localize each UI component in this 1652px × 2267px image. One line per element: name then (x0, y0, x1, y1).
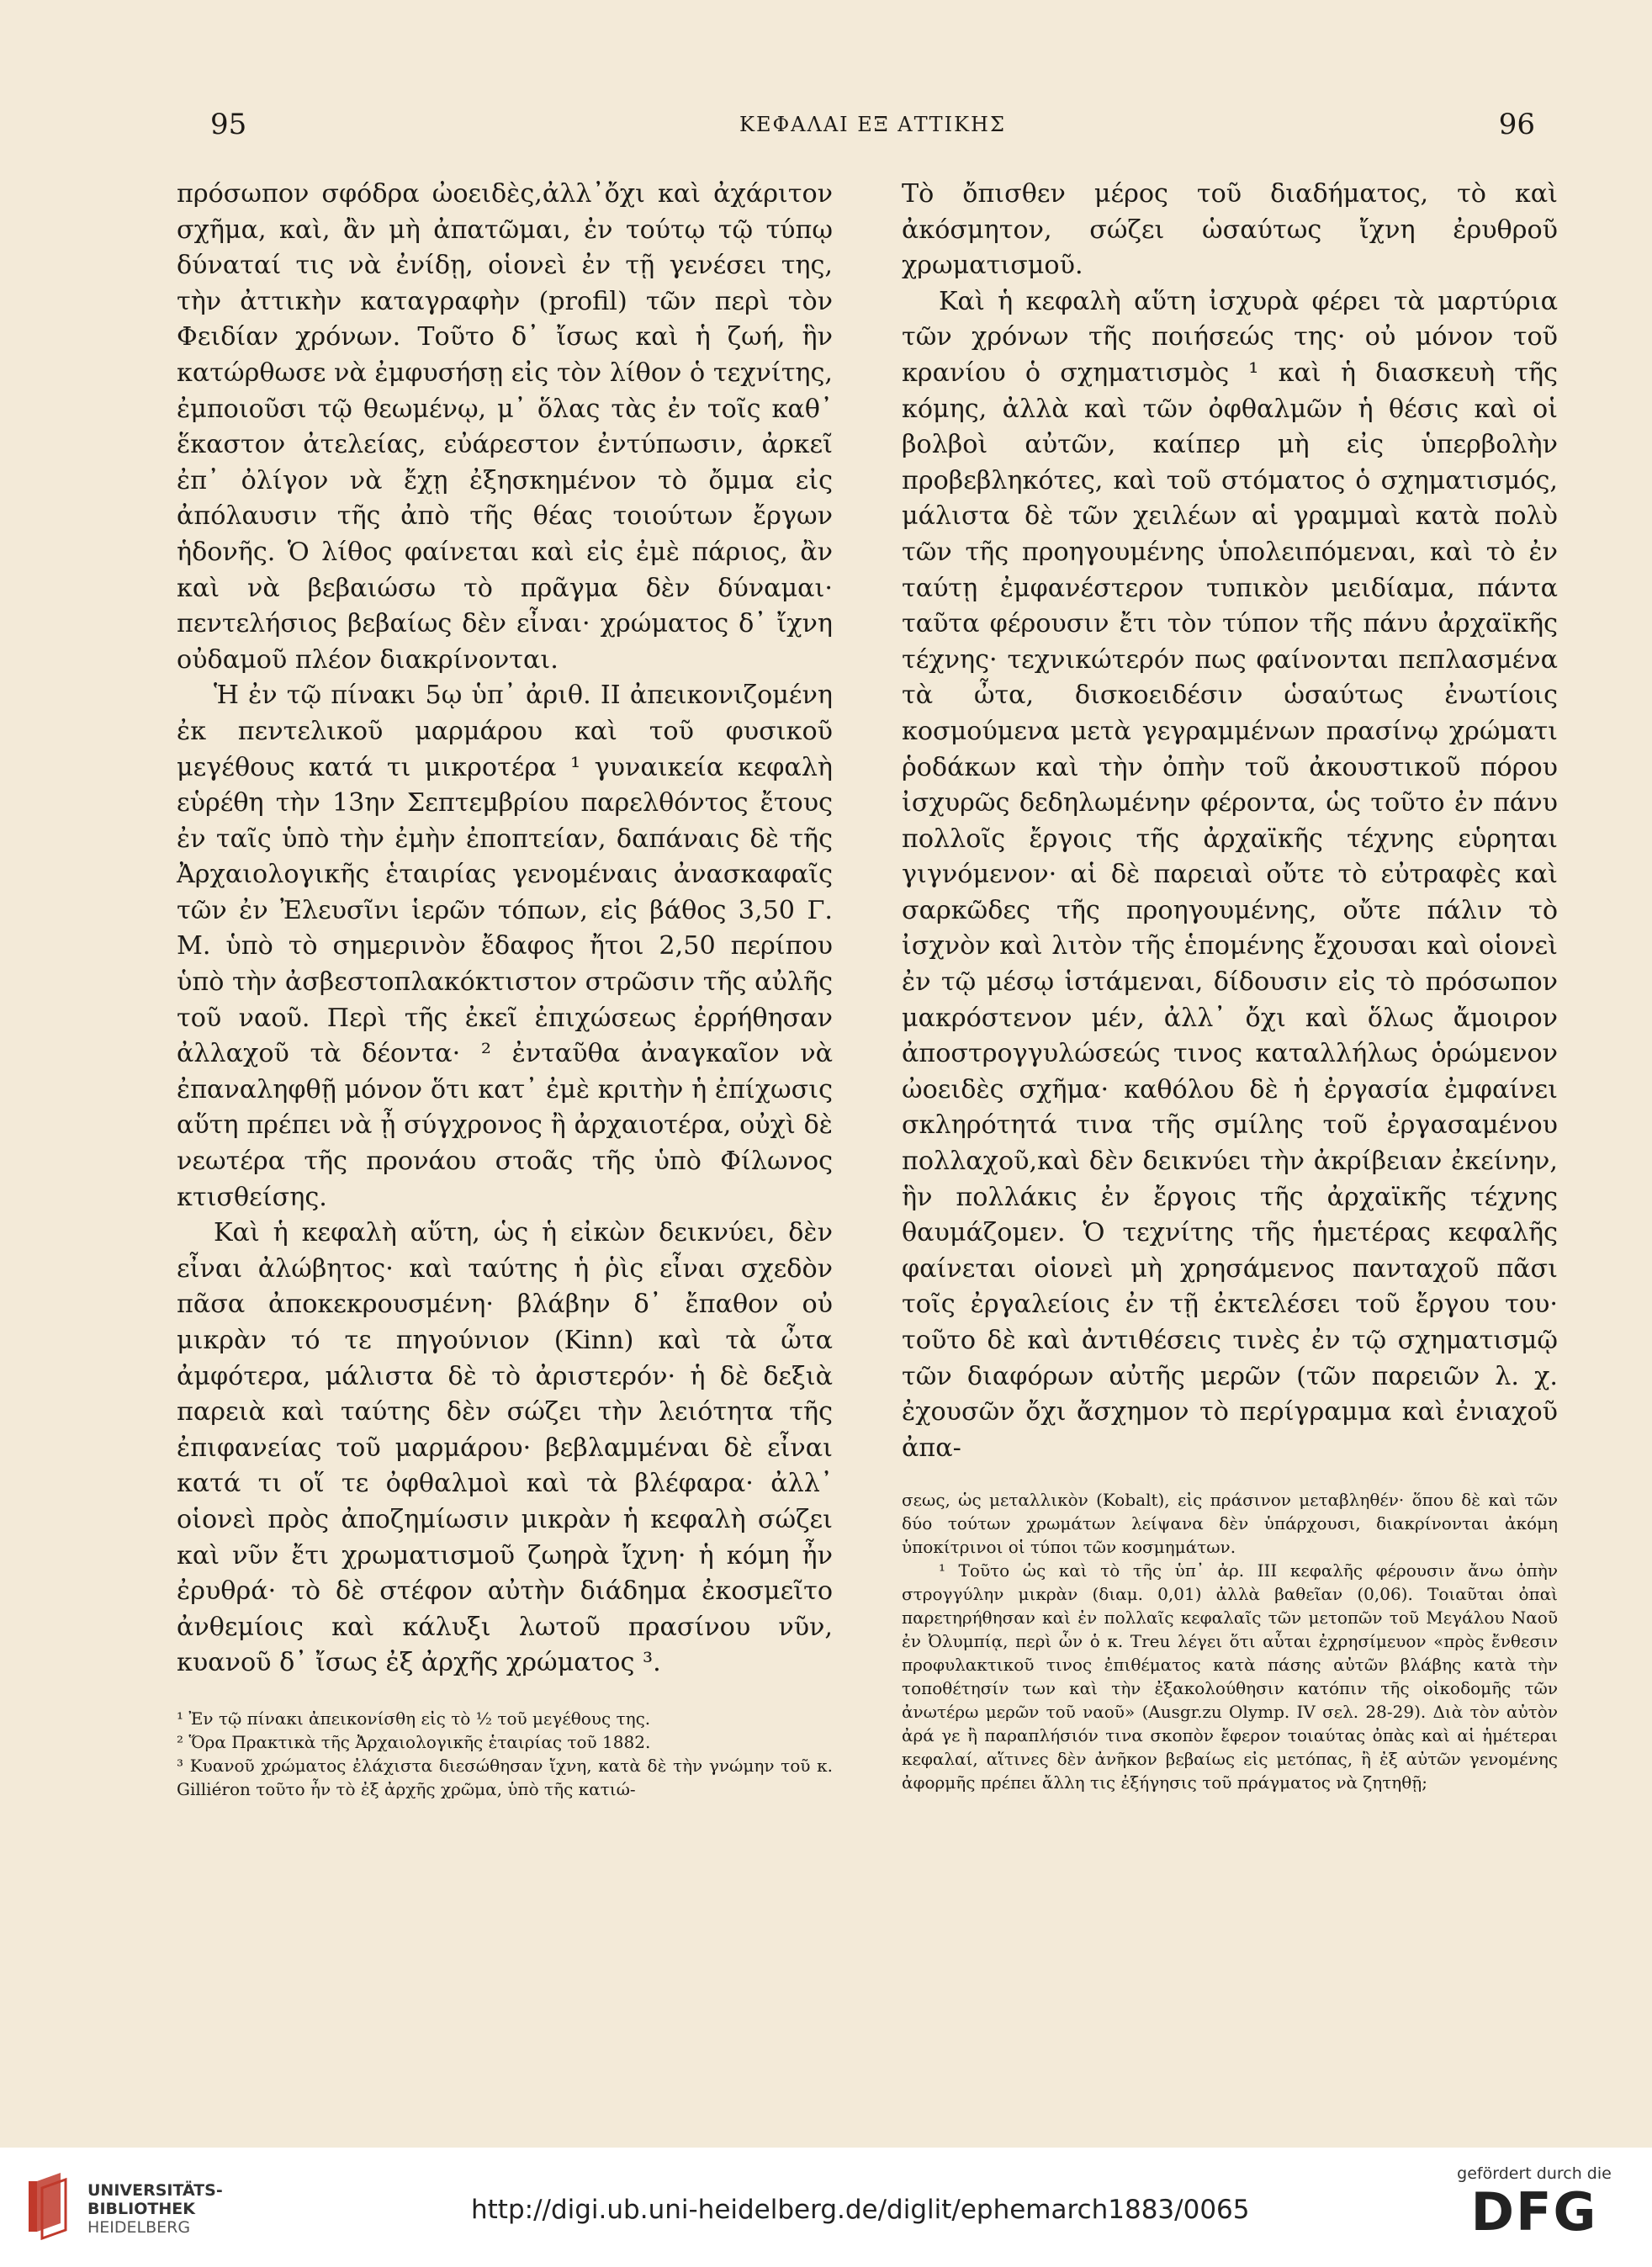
sponsor-block (1442, 2164, 1627, 2242)
permalink-url[interactable]: http://digi.ub.uni-heidelberg.de/diglit/ephemarch1883/0065 (471, 2195, 1250, 2225)
page-number-left: 95 (210, 108, 247, 141)
footnote: ³ Κυανοῦ χρώματος ἐλάχιστα διεσώθησαν ἴχνη, κατὰ δὲ τὴν γνώμην τοῦ κ. Gilliéron τοῦτο ἦν τὸ ἐξ ἀρχῆς χρῶμα, ὑπὸ τῆς κατιώ- (177, 1755, 833, 1799)
left-footnotes (177, 1703, 833, 1801)
page-number-right: 96 (1498, 108, 1535, 141)
left-paragraph: πρόσωπον σφόδρα ὠοειδὲς,ἀλλ᾽ὄχι καὶ ἀχάριτον σχῆμα, καὶ, ἂν μὴ ἀπατῶμαι, ἐν τούτῳ τῷ τύπῳ δύναταί τις νὰ ἐνίδῃ, οἱονεὶ ἐν τῇ γενέσει της, τὴν ἀττικὴν καταγραφὴν (profil) τῶν περὶ τὸν Φειδίαν χρόνων. Τοῦτο δ᾽ ἴσως καὶ ἡ ζωή, ἣν κατώρθωσε νὰ ἐμφυσήσῃ εἰς τὸν λίθον ὁ τεχνίτης, ἐμποιοῦσι τῷ θεωμένῳ, μ᾽ ὅλας τὰς ἐν τοῖς καθ᾽ ἕκαστον ἀτελείας, εὐάρεστον ἐντύπωσιν, ἀρκεῖ ἐπ᾽ ὀλίγον νὰ ἔχῃ ἐξησκημένον τὸ ὄμμα εἰς ἀπόλαυσιν τῆς ἀπὸ τῆς θέας τοιούτων ἔργων ἡδονῆς. Ὁ λίθος φαίνεται καὶ εἰς ἐμὲ πάριος, ἂν καὶ νὰ βεβαιώσω τὸ πρᾶγμα δὲν δύναμαι· πεντελήσιος βεβαίως δὲν εἶναι· χρώματος δ᾽ ἴχνη οὐδαμοῦ πλέον διακρίνονται. (177, 179, 833, 675)
library-name (87, 2181, 223, 2237)
viewer-footer (0, 2148, 1652, 2267)
dfg-logo: DFG (1470, 2181, 1598, 2243)
library-name-line: UNIVERSITÄTS- (87, 2181, 223, 2200)
footnote: ¹ Τοῦτο ὡς καὶ τὸ τῆς ὑπ᾽ ἀρ. III κεφαλῆς φέρουσιν ἄνω ὀπὴν στρογγύλην μικρὰν (διαμ. 0,01) ἀλλὰ βαθεῖαν (0,06). Τοιαῦται ὀπαὶ παρετηρήθησαν καὶ ἐν πολλαῖς κεφαλαῖς τῶν μετοπῶν τοῦ Μεγάλου Ναοῦ ἐν Ὀλυμπίᾳ, περὶ ὧν ὁ κ. Treu λέγει ὅτι αὗται ἐχρησίμευον «πρὸς ἔνθεσιν προφυλακτικοῦ τινος ἐπιθέματος κατὰ πάσης αὐτῶν βλάβης κατὰ τὴν τοποθέτησίν των καὶ τὴν ἐξακολούθησιν κατόπιν τῆς οἰκοδομῆς τῶν ἀνωτέρω μερῶν τοῦ ναοῦ» (Ausgr.zu Olymp. IV σελ. 28-29). Διὰ τὸν αὐτὸν ἀρά γε ἢ παραπλήσιόν τινα σκοπὸν ἔφερον τοιαύτας ὀπὰς καὶ αἱ ἡμέτεραι κεφαλαί, αἵτινες δὲν ἀνῆκον βεβαίως εἰς μετόπας, ἢ ἐξ αὐτῶν γενομένης ἀφορμῆς πρέπει ἄλλη τις ἐξήγησις τοῦ πράγματος νὰ ζητηθῇ; (902, 1560, 1558, 1793)
library-logo-icon (25, 2173, 72, 2240)
library-name-line: BIBLIOTHEK (87, 2200, 195, 2218)
page-header (210, 108, 1535, 150)
footnote: ¹ Ἐν τῷ πίνακι ἀπεικονίσθη εἰς τὸ ½ τοῦ μεγέθους της. (177, 1708, 651, 1729)
footnote: ² Ὅρα Πρακτικὰ τῆς Ἀρχαιολογικῆς ἑταιρίας τοῦ 1882. (177, 1731, 651, 1752)
left-paragraph: Ἡ ἐν τῷ πίνακι 5ῳ ὑπ᾽ ἀριθ. II ἀπεικονιζομένη ἐκ πεντελικοῦ μαρμάρου καὶ τοῦ φυσικοῦ μεγέθους κατά τι μικροτέρα ¹ γυναικεία κεφαλὴ εὑρέθη τὴν 13ην Σεπτεμβρίου παρελθόντος ἔτους ἐν ταῖς ὑπὸ τὴν ἐμὴν ἐποπτείαν, δαπάναις δὲ τῆς Ἀρχαιολογικῆς ἑταιρίας γενομέναις ἀνασκαφαῖς τῶν ἐν Ἐλευσῖνι ἱερῶν τόπων, εἰς βάθος 3,50 Γ. Μ. ὑπὸ τὸ σημερινὸν ἔδαφος ἤτοι 2,50 περίπου ὑπὸ τὴν ἀσβεστοπλακόκτιστον στρῶσιν τῆς αὐλῆς τοῦ ναοῦ. Περὶ τῆς ἐκεῖ ἐπιχώσεως ἐρρήθησαν ἀλλαχοῦ τὰ δέοντα· ² ἐνταῦθα ἀναγκαῖον νὰ ἐπαναληφθῇ μόνον ὅτι κατ᾽ ἐμὲ κριτὴν ἡ ἐπίχωσις αὕτη πρέπει νὰ ᾖ σύγχρονος ἢ ἀρχαιοτέρα, οὐχὶ δὲ νεωτέρα τῆς προνάου στοᾶς τῆς ὑπὸ Φίλωνος κτισθείσης. (177, 681, 833, 1212)
left-column (177, 177, 833, 1801)
left-paragraph: Καὶ ἡ κεφαλὴ αὕτη, ὡς ἡ εἰκὼν δεικνύει, δὲν εἶναι ἀλώβητος· καὶ ταύτης ἡ ῥὶς εἶναι σχεδὸν πᾶσα ἀποκεκρουσμένη· βλάβην δ᾽ ἔπαθον οὐ μικρὰν τό τε πηγούνιον (Kinn) καὶ τὰ ὦτα ἀμφότερα, μάλιστα δὲ τὸ ἀριστερόν· ἡ δὲ δεξιὰ παρειὰ καὶ ταύτης δὲν σώζει τὴν λειότητα τῆς ἐπιφανείας τοῦ μαρμάρου· βεβλαμμέναι δὲ εἶναι κατά τι οἵ τε ὀφθαλμοὶ καὶ τὰ βλέφαρα· ἀλλ᾽ οἱονεὶ πρὸς ἀποζημίωσιν μικρὰν ἡ κεφαλὴ σώζει καὶ νῦν ἔτι χρωματισμοῦ ζωηρὰ ἴχνη· ἡ κόμη ἦν ἐρυθρά· τὸ δὲ στέφον αὐτὴν διάδημα ἐκοσμεῖτο ἀνθεμίοις καὶ κάλυξι λωτοῦ πρασίνου νῦν, κυανοῦ δ᾽ ἴσως ἐξ ἀρχῆς χρώματος ³. (177, 1218, 833, 1678)
right-paragraph: Τὸ ὄπισθεν μέρος τοῦ διαδήματος, τὸ καὶ ἀκόσμητον, σώζει ὡσαύτως ἴχνη ἐρυθροῦ χρωματισμοῦ. (902, 179, 1558, 281)
library-name-line: HEIDELBERG (87, 2218, 191, 2237)
sponsor-label: gefördert durch die (1457, 2164, 1612, 2183)
running-title: ΚΕΦΑΛΑΙ ΕΞ ΑΤΤΙΚΗΣ (739, 113, 1006, 136)
footnote-continuation: σεως, ὡς μεταλλικὸν (Kobalt), εἰς πράσινον μεταβληθέν· ὅπου δὲ καὶ τῶν δύο τούτων χρωμάτων λείψανα δὲν ὑπάρχουσι, διακρίνονται ἀκόμη ὑποκίτρινοι οἱ τύποι τῶν κοσμημάτων. (902, 1490, 1558, 1558)
right-column (902, 177, 1558, 1794)
right-paragraph: Καὶ ἡ κεφαλὴ αὕτη ἰσχυρὰ φέρει τὰ μαρτύρια τῶν χρόνων τῆς ποιήσεώς της· οὐ μόνον τοῦ κρανίου ὁ σχηματισμὸς ¹ καὶ ἡ διασκευὴ τῆς κόμης, ἀλλὰ καὶ τῶν ὀφθαλμῶν ἡ θέσις καὶ οἱ βολβοὶ αὐτῶν, καίπερ μὴ εἰς ὑπερβολὴν προβεβληκότες, καὶ τοῦ στόματος ὁ σχηματισμός, μάλιστα δὲ τῶν χειλέων αἱ γραμμαὶ κατὰ πολὺ τῶν τῆς προηγουμένης ὑπολειπόμεναι, καὶ τὸ ἐν ταύτῃ ἐμφανέστερον τυπικὸν μειδίαμα, πάντα ταῦτα φέρουσιν ἔτι τὸν τύπον τῆς πάνυ ἀρχαϊκῆς τέχνης· τεχνικώτερόν πως φαίνονται πεπλασμένα τὰ ὦτα, δισκοειδέσιν ὡσαύτως ἐνωτίοις κοσμούμενα μετὰ γεγραμμένων πρασίνῳ χρώματι ῥοδάκων καὶ τὴν ὀπὴν τοῦ ἀκουστικοῦ πόρου ἰσχυρῶς δεδηλωμένην φέροντα, ὡς τοῦτο ἐν πάνυ πολλοῖς ἔργοις τῆς ἀρχαϊκῆς τέχνης εὑρηται γιγνόμενον· αἱ δὲ παρειαὶ οὔτε τὸ εὐτραφὲς καὶ σαρκῶδες τῆς προηγουμένης, οὔτε πάλιν τὸ ἰσχνὸν καὶ λιτὸν τῆς ἑπομένης ἔχουσαι καὶ οἱονεὶ ἐν τῷ μέσῳ ἱστάμεναι, δίδουσιν εἰς τὸ πρόσωπον μακρόστενον μέν, ἀλλ᾽ ὄχι καὶ ὅλως ἄμοιρον ἀποστρογγυλώσεώς τινος καταλλήλως ὁρώμενον ὠοειδὲς σχῆμα· καθόλου δὲ ἡ ἐργασία ἐμφαίνει σκληρότητά τινα τῆς σμίλης τοῦ ἐργασαμένου πολλαχοῦ,καὶ δὲν δεικνύει τὴν ἀκρίβειαν ἐκείνην, ἣν πολλάκις ἐν ἔργοις τῆς ἀρχαϊκῆς τέχνης θαυμάζομεν. Ὁ τεχνίτης τῆς ἡμετέρας κεφαλῆς φαίνεται οἱονεὶ μὴ χρησάμενος πανταχοῦ πᾶσι τοῖς ἐργαλείοις ἐν τῇ ἐκτελέσει τοῦ ἔργου του· τοῦτο δὲ καὶ ἀντιθέσεις τινὲς ἐν τῷ σχηματισμῷ τῶν διαφόρων αὐτῆς μερῶν (τῶν παρειῶν λ. χ. ἐχουσῶν ὄχι ἄσχημον τὸ περίγραμμα καὶ ἐνιαχοῦ ἀπα- (902, 286, 1558, 1463)
right-footnotes (902, 1488, 1558, 1794)
